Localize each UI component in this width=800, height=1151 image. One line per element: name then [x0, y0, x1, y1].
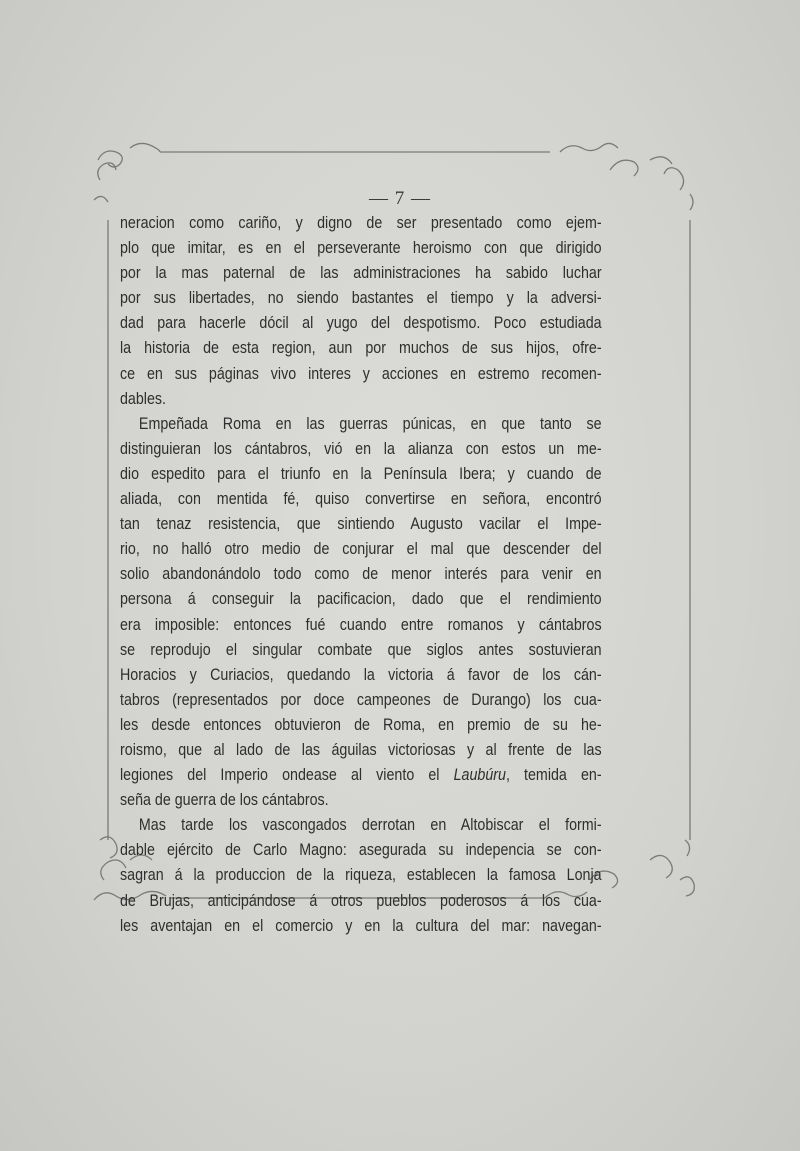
text-line: les aventajan en el comercio y en la cultura del mar: navegan-: [120, 915, 602, 935]
text-line: neracion como cariño, y digno de ser presentado como ejem-: [120, 213, 602, 232]
text-line: dad para hacerle dócil al yugo del despotismo. Poco estudiada: [120, 313, 602, 333]
text-fragment: legiones del Imperio ondease al viento el: [120, 765, 440, 785]
text-line: les desde entonces obtuvieron de Roma, en premio de su he-: [120, 714, 602, 734]
text-line: por sus libertades, no siendo bastantes el tiempo y la adversi-: [120, 288, 602, 308]
text-line: era imposible: entonces fué cuando entre romanos y cántabros: [120, 614, 602, 634]
text-line: Mas tarde los vascongados derrotan en Altobiscar el formi-: [138, 815, 602, 835]
text-line: solio abandonándolo todo como de menor interés para venir en: [120, 564, 602, 584]
text-line: distinguieran los cántabros, vió en la alianza con estos un me-: [120, 438, 602, 458]
text-line: tan tenaz resistencia, que sintiendo Augusto vacilar el Impe-: [120, 514, 602, 534]
text-line: seña de guerra de los cántabros.: [120, 790, 329, 810]
text-line: rio, no halló otro medio de conjurar el mal que descender del: [120, 539, 602, 559]
text-fragment: , temida en-: [505, 765, 602, 785]
text-line: plo que imitar, es en el perseverante heroismo con que dirigido: [120, 238, 602, 258]
text-line: persona á conseguir la pacificacion, dado que el rendimiento: [120, 589, 602, 609]
text-line: la historia de esta region, aun por muchos de sus hijos, ofre-: [120, 338, 602, 358]
text-line: por la mas paternal de las administraciones ha sabido luchar: [120, 263, 602, 283]
text-line: dables.: [120, 388, 167, 408]
text-line: roismo, que al lado de las águilas victoriosas y al frente de las: [120, 739, 602, 759]
italic-term: Laubúru: [453, 765, 506, 785]
body-text: [120, 210, 602, 938]
text-line: se reprodujo el singular combate que siglos antes sostuvieran: [120, 639, 602, 659]
text-line: dio espedito para el triunfo en la Península Ibera; y cuando de: [120, 463, 602, 483]
text-line: Horacios y Curiacios, quedando la victoria á favor de los cán-: [120, 664, 602, 684]
text-line-with-italic: [120, 762, 602, 787]
text-line: dable ejército de Carlo Magno: asegurada su indepencia se con-: [120, 840, 602, 860]
text-line: ce en sus páginas vivo interes y acciones en estremo recomen-: [120, 363, 602, 383]
text-line: tabros (representados por doce campeones de Durango) los cua-: [120, 689, 602, 709]
text-line: Empeñada Roma en las guerras púnicas, en que tanto se: [138, 413, 602, 433]
text-line: sagran á la produccion de la riqueza, establecen la famosa Lonja: [120, 865, 602, 885]
text-line: aliada, con mentida fé, quiso convertirse en señora, encontró: [120, 489, 602, 509]
page-number: — 7 —: [369, 188, 431, 209]
text-line: de Brujas, anticipándose á otros pueblos poderosos á los cua-: [120, 890, 602, 910]
